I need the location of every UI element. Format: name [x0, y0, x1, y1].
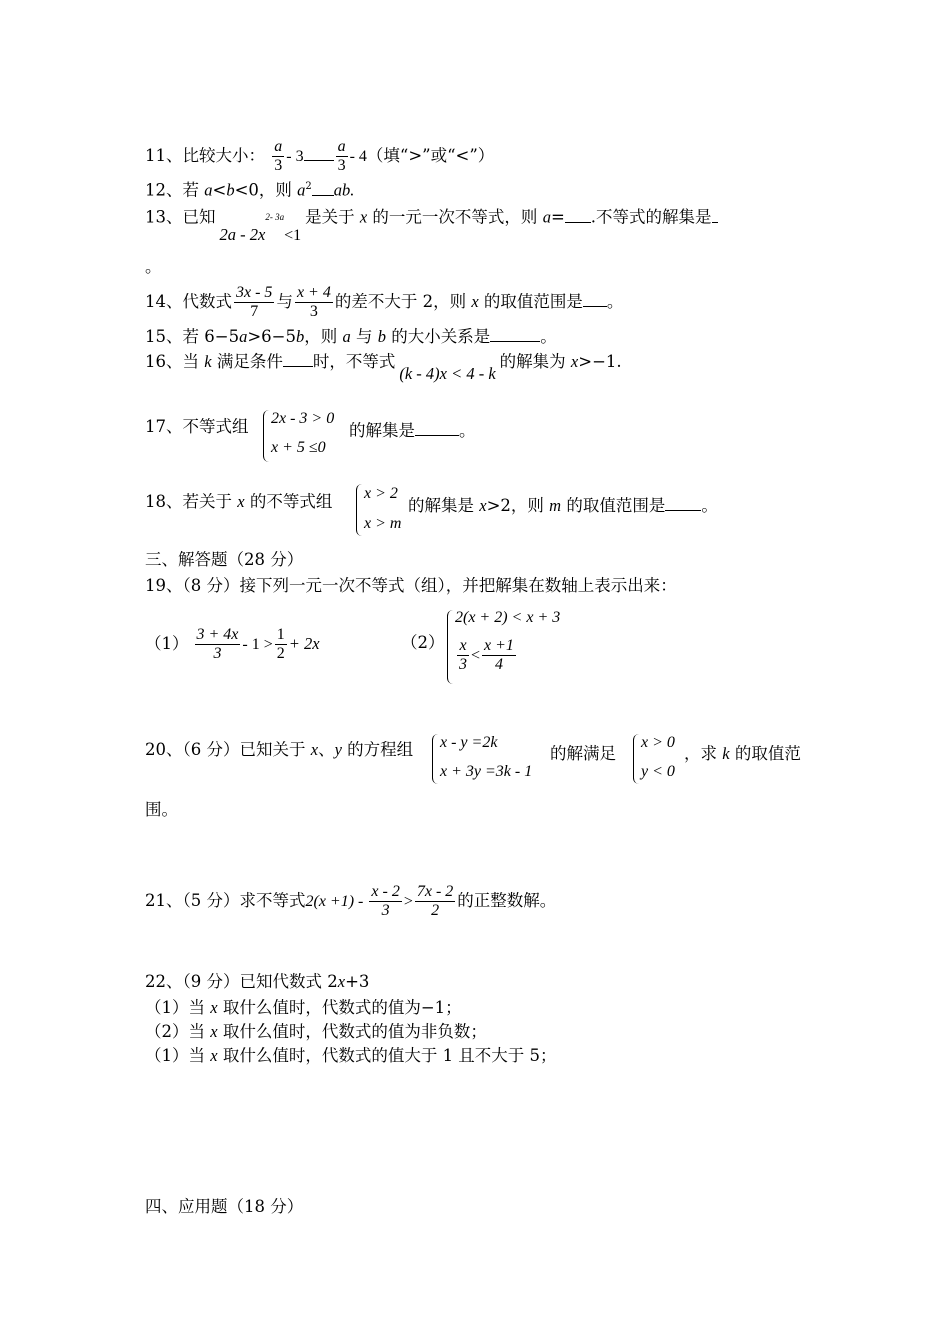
brace: [263, 410, 269, 462]
fraction-a-over-3: $\frac{a}{3}$: [337, 138, 346, 174]
section-4-heading: 四、应用题（18 分）: [145, 1197, 304, 1216]
answer-blank[interactable]: [304, 145, 334, 161]
question-21: 21、（5 分）求不等式2(x +1) - $\frac{x - 2}{3}$ > $\frac{7x - 2}{2}$ 的正整数解。: [145, 883, 557, 919]
question-12: 12、若 a<b<0，则 $a^2$ ab.: [145, 180, 355, 200]
brace: [432, 734, 438, 784]
system-17: 2x - 3 > 0 x + 5 ≤0: [271, 410, 335, 456]
question-17: 17、不等式组: [145, 417, 249, 436]
brace: [356, 484, 362, 536]
brace: [447, 610, 453, 684]
q22-sub2: （2）当 x 取什么值时，代数式的值为非负数；: [145, 1022, 487, 1041]
q19-part1: （1） $\frac{3 + 4x}{3}$ - 1 > $\frac{1}{2}$ + 2x: [145, 626, 320, 662]
question-18: 18、若关于 x 的不等式组: [145, 492, 333, 511]
answer-blank[interactable]: [415, 420, 459, 436]
question-13: 13、已知$2a - 2x^{2- 3a}<1$是关于 x 的一元一次不等式，则 a= .不等式的解集是: [145, 203, 718, 229]
answer-blank[interactable]: [312, 180, 334, 196]
answer-blank[interactable]: [283, 351, 313, 367]
question-14: 14、代数式 $\frac{3x - 5}{7}$ 与 $\frac{x + 4}{3}$ 的差不大于 2，则 x 的取值范围是 。: [145, 284, 624, 320]
q22-sub1: （1）当 x 取什么值时，代数式的值为−1；: [145, 998, 462, 1017]
question-19: 19、（8 分）接下列一元一次不等式（组），并把解集在数轴上表示出来：: [145, 576, 677, 595]
system-18: x > 2 x > m: [364, 485, 402, 532]
answer-blank[interactable]: [583, 291, 607, 307]
brace: [633, 734, 639, 784]
fraction-a-over-3: $\frac{a}{3}$: [274, 138, 283, 174]
question-11: 11、比较大小： $\frac{a}{3}$ - 3 $\frac{a}{3}$ - 4（填“>”或“<”）: [145, 138, 495, 174]
answer-blank[interactable]: [490, 326, 540, 342]
answer-blank[interactable]: [712, 207, 718, 223]
question-20: 20、（6 分）已知关于 x、y 的方程组: [145, 740, 414, 759]
question-16: 16、当 k 满足条件 时，不等式(k - 4)x < 4 - k的解集为 x>−1.: [145, 352, 622, 383]
q22-sub3: （1）当 x 取什么值时，代数式的值大于 1 且不大于 5；: [145, 1046, 557, 1065]
answer-blank[interactable]: [665, 495, 701, 511]
question-15: 15、若 6−5a>6−5b，则 a 与 b 的大小关系是 。: [145, 327, 557, 346]
section-3-heading: 三、解答题（28 分）: [145, 550, 304, 569]
answer-blank[interactable]: [565, 207, 591, 223]
question-13-end: 。: [145, 257, 162, 276]
question-22: 22、（9 分）已知代数式 2x+3: [145, 972, 370, 991]
